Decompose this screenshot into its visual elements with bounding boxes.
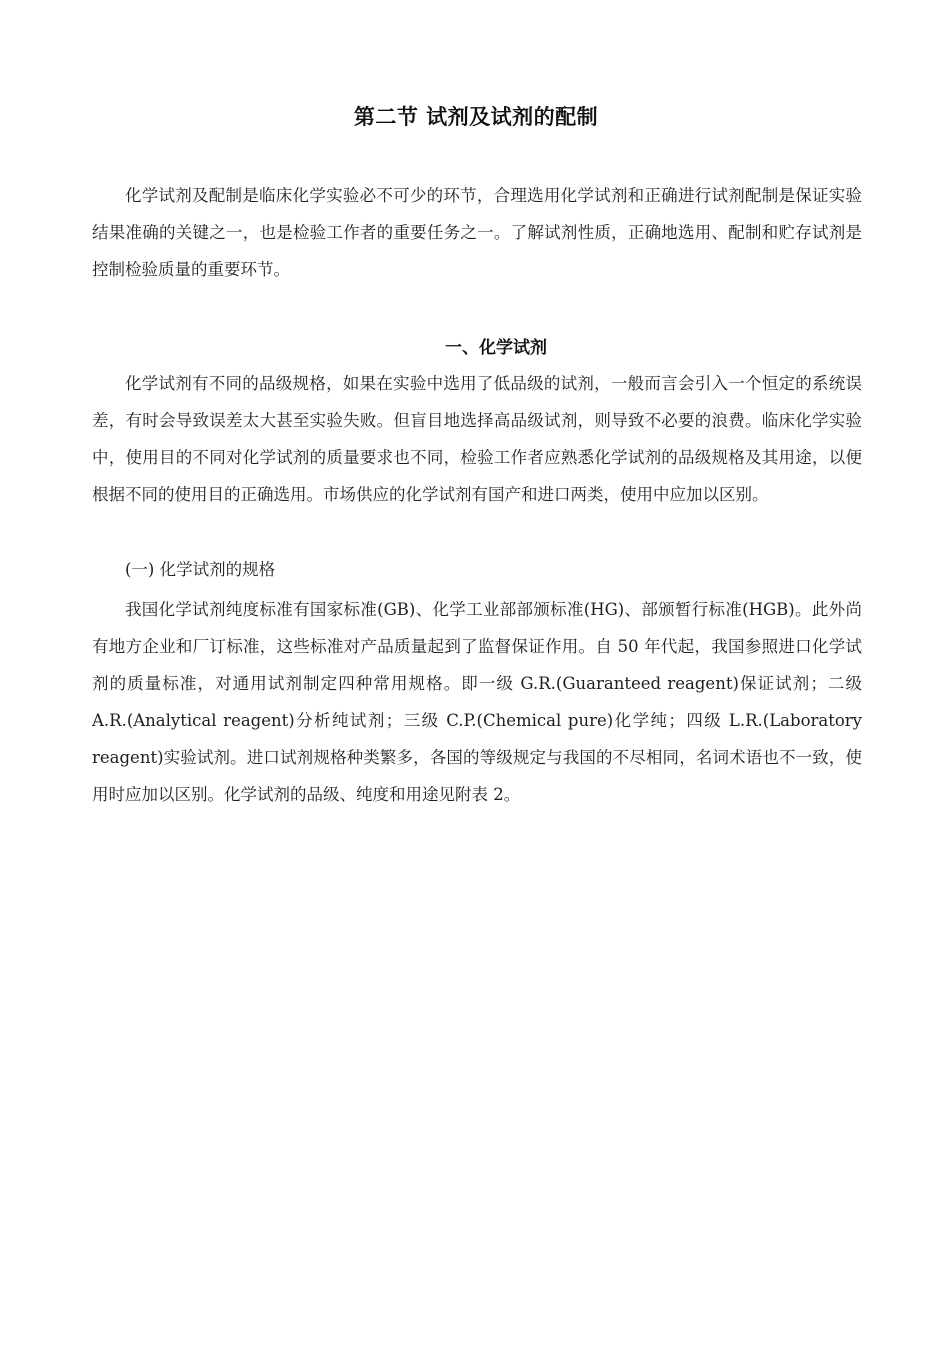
paragraph-reagent-standards: 我国化学试剂纯度标准有国家标准(GB)、化学工业部部颁标准(HG)、部颁暂行标准(HGB)。此外尚有地方企业和厂订标准，这些标准对产品质量起到了监督保证作用。自 50 年代起，我国参照进口化学试剂的质量标准，对通用试剂制定四种常用规格。即一级 G.R.(Guaranteed reagent)保证试剂；二级 A.R.(Analytical reagent)分析纯试剂；三级 C.P.(Chemical pure)化学纯；四级 L.R.(Laboratory reagent)实验试剂。进口试剂规格种类繁多，各国的等级规定与我国的不尽相同，名词术语也不一致，使用时应加以区别。化学试剂的品级、纯度和用途见附表 2。 xyxy=(92,600,862,804)
heading-chemical-reagents: 一、化学试剂 xyxy=(445,338,547,358)
subheading-reagent-specifications: (一) 化学试剂的规格 xyxy=(125,560,276,579)
section-title: 第二节 试剂及试剂的配制 xyxy=(353,105,599,129)
intro-paragraph: 化学试剂及配制是临床化学实验必不可少的环节，合理选用化学试剂和正确进行试剂配制是保证实验结果准确的关键之一，也是检验工作者的重要任务之一。了解试剂性质，正确地选用、配制和贮存试剂是控制检验质量的重要环节。 xyxy=(92,186,862,279)
paragraph-reagent-grades: 化学试剂有不同的品级规格，如果在实验中选用了低品级的试剂，一般而言会引入一个恒定的系统误差，有时会导致误差太大甚至实验失败。但盲目地选择高品级试剂，则导致不必要的浪费。临床化学实验中，使用目的不同对化学试剂的质量要求也不同，检验工作者应熟悉化学试剂的品级规格及其用途，以便根据不同的使用目的正确选用。市场供应的化学试剂有国产和进口两类，使用中应加以区别。 xyxy=(92,374,862,504)
